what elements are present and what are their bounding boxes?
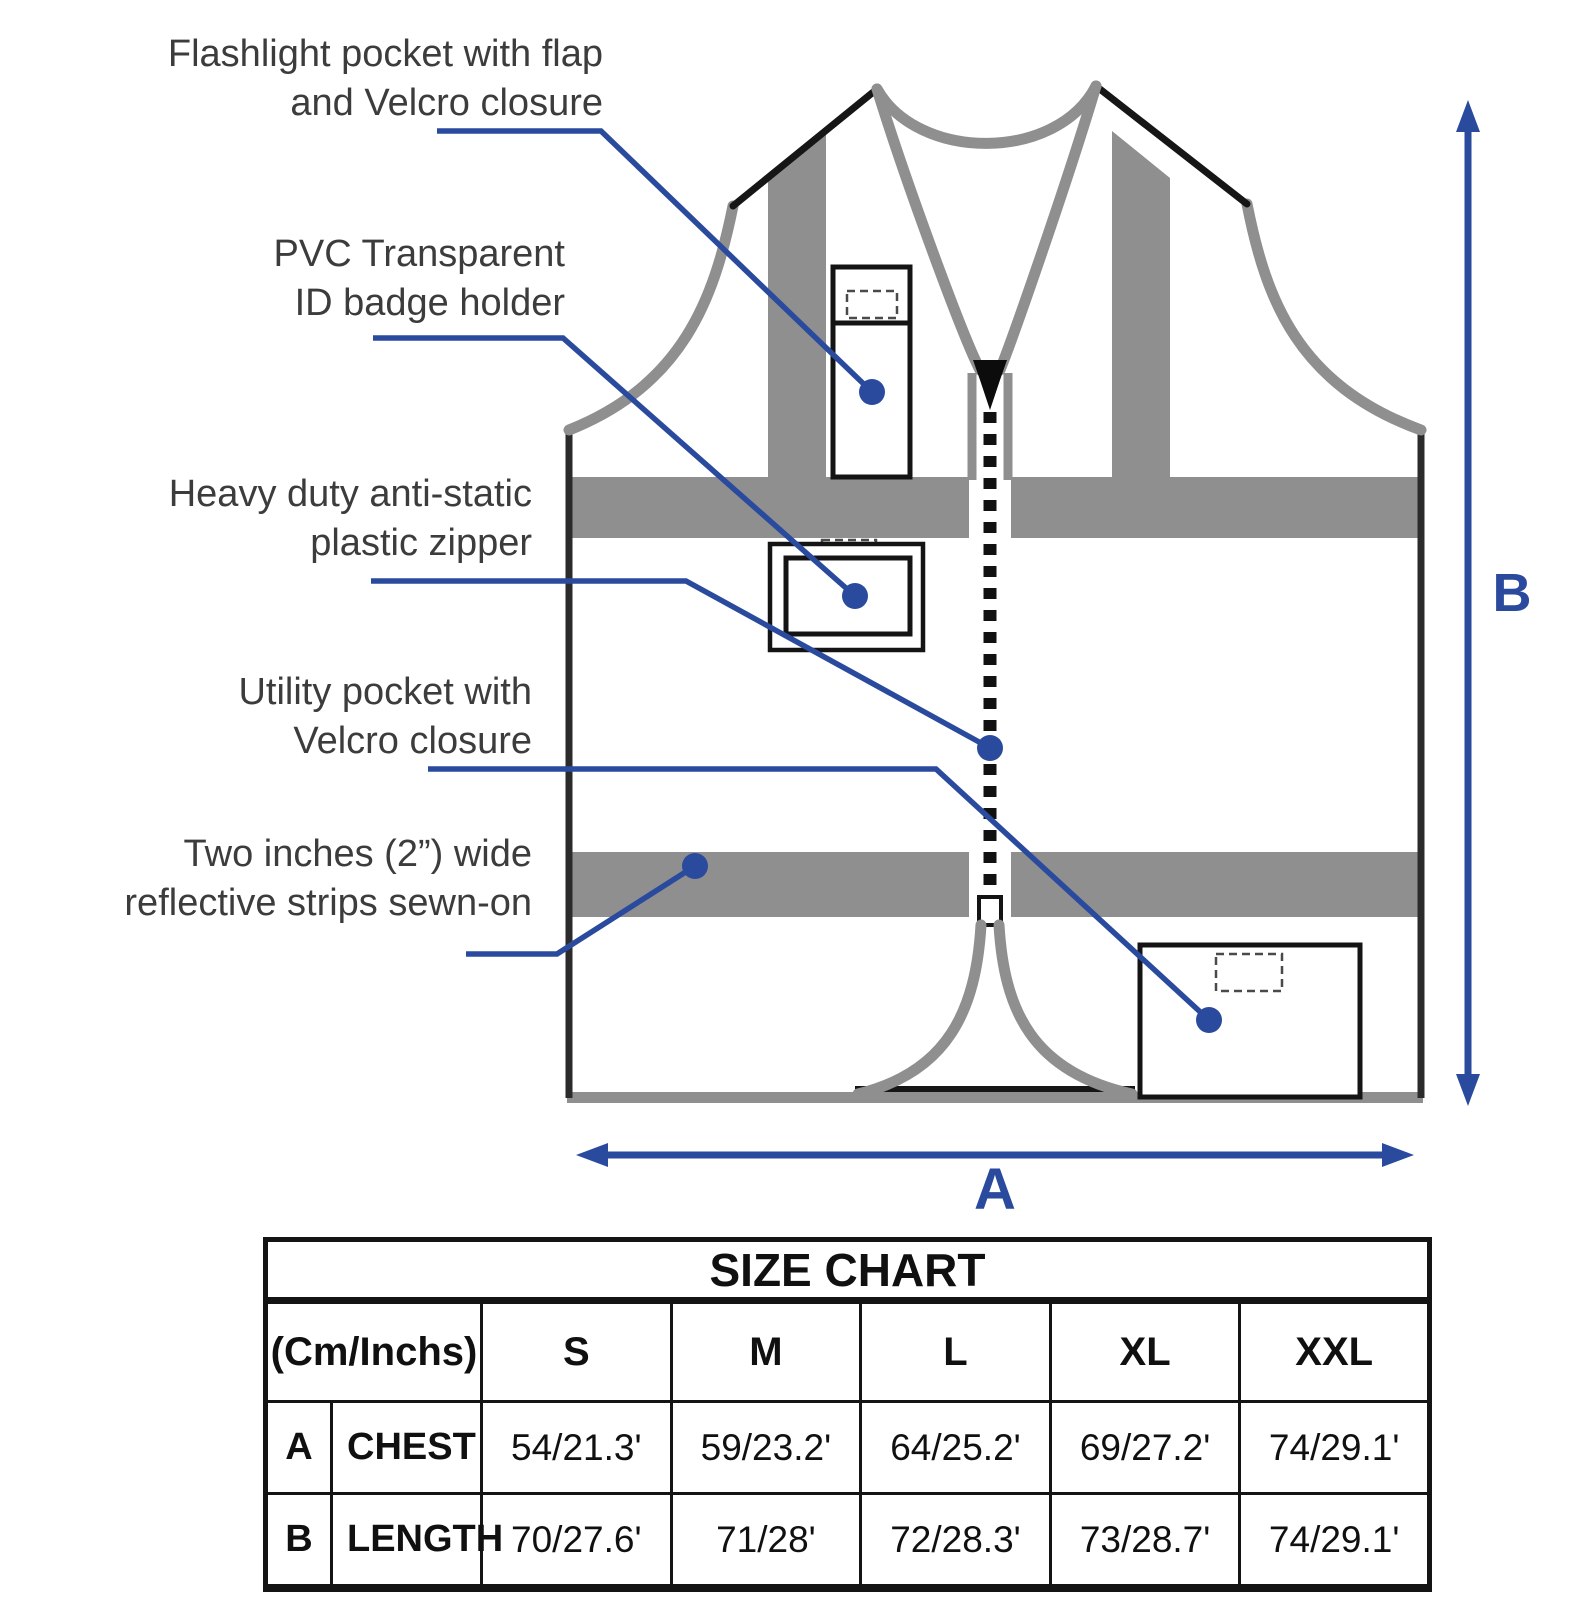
chest-value-xl: 69/27.2' [1050,1402,1240,1494]
width-dimension-label: A [974,1157,1016,1222]
unit-header-cell: (Cm/Inchs) [266,1301,482,1402]
size-chart-title: SIZE CHART [266,1240,1430,1301]
armhole-left [569,206,733,430]
row-measure-length: LENGTH [332,1494,482,1589]
chest-value-l: 64/25.2' [861,1402,1051,1494]
badge-endpoint-dot [842,583,868,609]
row-measure-chest: CHEST [332,1402,482,1494]
zipper-label-line2: plastic zipper [310,522,532,564]
id-badge-label-line2: ID badge holder [294,282,565,324]
reflective-strips-label [124,830,532,928]
zipper-label-line1: Heavy duty anti-static [168,473,532,515]
reflective-strips-label-line2: reflective strips sewn-on [124,882,532,924]
utility-pocket-label-line1: Utility pocket with [238,671,532,713]
armhole-right [1247,204,1421,430]
utility-pocket [1140,945,1360,1097]
size-col-header-xl: XL [1050,1301,1240,1402]
vertical-reflective-strip-left [768,133,826,480]
length-value-s: 70/27.6' [482,1494,672,1589]
chest-value-s: 54/21.3' [482,1402,672,1494]
chest-value-m: 59/23.2' [671,1402,861,1494]
flap-curve-left [858,925,981,1094]
flashlight-pocket-label [168,30,603,128]
size-chart-table [263,1237,1432,1592]
length-value-m: 71/28' [671,1494,861,1589]
size-col-header-xxl: XXL [1240,1301,1430,1402]
chest-value-xxl: 74/29.1' [1240,1402,1430,1494]
zipper-label [169,470,532,568]
id-badge-label [274,230,565,328]
flashlight-pocket-label-line2: and Velcro closure [290,82,603,124]
flap-curve-right [999,925,1132,1094]
neck-curve [877,86,1096,143]
size-col-header-l: L [861,1301,1051,1402]
flashlight-pocket-label-line1: Flashlight pocket with flap [167,33,603,75]
table-row-chest [266,1402,1430,1494]
size-col-header-m: M [671,1301,861,1402]
table-row-length [266,1494,1430,1589]
size-col-header-s: S [482,1301,672,1402]
length-value-xxl: 74/29.1' [1240,1494,1430,1589]
vertical-reflective-strip-right [1112,131,1170,480]
strips-endpoint-dot [682,853,708,879]
utility-endpoint-dot [1196,1007,1222,1033]
id-badge-label-line1: PVC Transparent [273,233,565,275]
utility-pocket-label [238,668,532,766]
row-letter-chest: A [266,1402,332,1494]
length-dimension-arrow [1456,100,1480,1106]
row-letter-length: B [266,1494,332,1589]
flashlight-endpoint-dot [859,379,885,405]
zipper-endpoint-dot [977,735,1003,761]
length-value-xl: 73/28.7' [1050,1494,1240,1589]
length-value-l: 72/28.3' [861,1494,1051,1589]
length-dimension-label: B [1492,563,1532,623]
flashlight-pocket [833,267,910,477]
utility-pocket-label-line2: Velcro closure [293,720,532,762]
reflective-strips-label-line1: Two inches (2”) wide [183,833,532,875]
